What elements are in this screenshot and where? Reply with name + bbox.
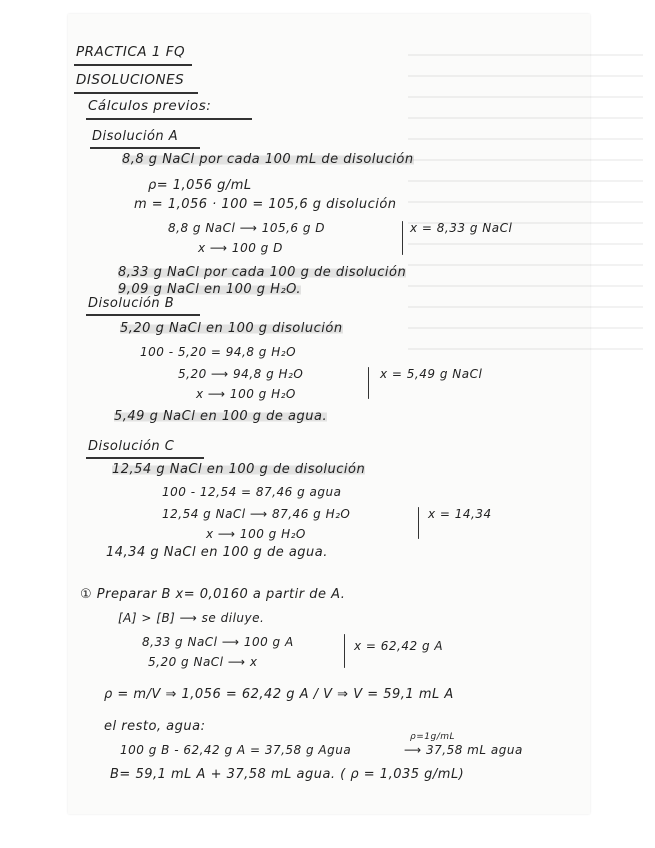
bleed-through-text bbox=[408, 54, 643, 354]
solution-c-rule-1: 12,54 g NaCl ⟶ 87,46 g H₂O bbox=[162, 507, 351, 521]
solution-a-conclusion-2: 9,09 g NaCl en 100 g H₂O. bbox=[118, 282, 301, 297]
exercise-1-arrow-label: ρ=1g/mL bbox=[410, 732, 456, 742]
solution-b-conclusion: 5,49 g NaCl en 100 g de agua. bbox=[114, 409, 328, 424]
subtitle-underline bbox=[74, 92, 198, 94]
solution-a-heading: Disolución A bbox=[92, 129, 179, 144]
exercise-1-density-eq: ρ = m/V ⇒ 1,056 = 62,42 g A / V ⇒ V = 59,1 mL A bbox=[104, 687, 454, 702]
exercise-1-statement: ① Preparar B x= 0,0160 a partir de A. bbox=[80, 587, 346, 602]
solution-b-underline bbox=[86, 314, 200, 316]
solution-a-underline bbox=[90, 147, 200, 149]
exercise-1-water-volume: ⟶ 37,58 mL agua bbox=[404, 743, 523, 757]
solution-a-rule-1: 8,8 g NaCl ⟶ 105,6 g D bbox=[168, 221, 326, 235]
page-subtitle: DISOLUCIONES bbox=[76, 72, 185, 88]
solution-b-brace bbox=[368, 367, 369, 399]
solution-b-rule-1: 5,20 ⟶ 94,8 g H₂O bbox=[178, 367, 304, 381]
solution-b-line-2: 100 - 5,20 = 94,8 g H₂O bbox=[140, 345, 297, 359]
exercise-1-rule-2: 5,20 g NaCl ⟶ x bbox=[148, 655, 258, 669]
solution-c-underline bbox=[86, 457, 204, 459]
solution-c-rule-2: x ⟶ 100 g H₂O bbox=[206, 527, 306, 541]
solution-a-conclusion-1: 8,33 g NaCl por cada 100 g de disolución bbox=[118, 265, 407, 280]
title-underline bbox=[74, 64, 192, 66]
section-underline bbox=[86, 118, 252, 120]
exercise-1-brace bbox=[344, 634, 345, 668]
exercise-1-water-mass: 100 g B - 62,42 g A = 37,58 g Agua bbox=[120, 743, 352, 757]
solution-c-brace bbox=[418, 507, 419, 539]
solution-c-line-2: 100 - 12,54 = 87,46 g agua bbox=[162, 485, 342, 499]
exercise-1-rule-1: 8,33 g NaCl ⟶ 100 g A bbox=[142, 635, 294, 649]
section-heading: Cálculos previos: bbox=[88, 98, 212, 114]
solution-c-heading: Disolución C bbox=[88, 439, 175, 454]
exercise-1-dilution: [A] > [B] ⟶ se diluye. bbox=[118, 611, 265, 625]
exercise-1-final: B= 59,1 mL A + 37,58 mL agua. ( ρ = 1,035 g/mL) bbox=[110, 767, 465, 782]
solution-a-density: ρ= 1,056 g/mL bbox=[148, 178, 252, 193]
solution-b-result: x = 5,49 g NaCl bbox=[380, 367, 483, 381]
exercise-1-result: x = 62,42 g A bbox=[354, 639, 444, 653]
solution-a-brace bbox=[402, 221, 403, 255]
solution-c-conclusion: 14,34 g NaCl en 100 g de agua. bbox=[106, 545, 328, 560]
solution-b-line-1: 5,20 g NaCl en 100 g disolución bbox=[120, 321, 343, 336]
solution-b-rule-2: x ⟶ 100 g H₂O bbox=[196, 387, 296, 401]
solution-c-line-1: 12,54 g NaCl en 100 g de disolución bbox=[112, 462, 366, 477]
solution-a-result: x = 8,33 g NaCl bbox=[410, 221, 513, 235]
solution-a-rule-2: x ⟶ 100 g D bbox=[198, 241, 283, 255]
solution-b-heading: Disolución B bbox=[88, 296, 175, 311]
page-title: PRACTICA 1 FQ bbox=[76, 44, 186, 60]
exercise-1-rest: el resto, agua: bbox=[104, 719, 206, 734]
solution-a-line-1: 8,8 g NaCl por cada 100 mL de disolución bbox=[122, 152, 414, 167]
solution-c-result: x = 14,34 bbox=[428, 507, 492, 521]
solution-a-mass: m = 1,056 · 100 = 105,6 g disolución bbox=[134, 197, 397, 212]
